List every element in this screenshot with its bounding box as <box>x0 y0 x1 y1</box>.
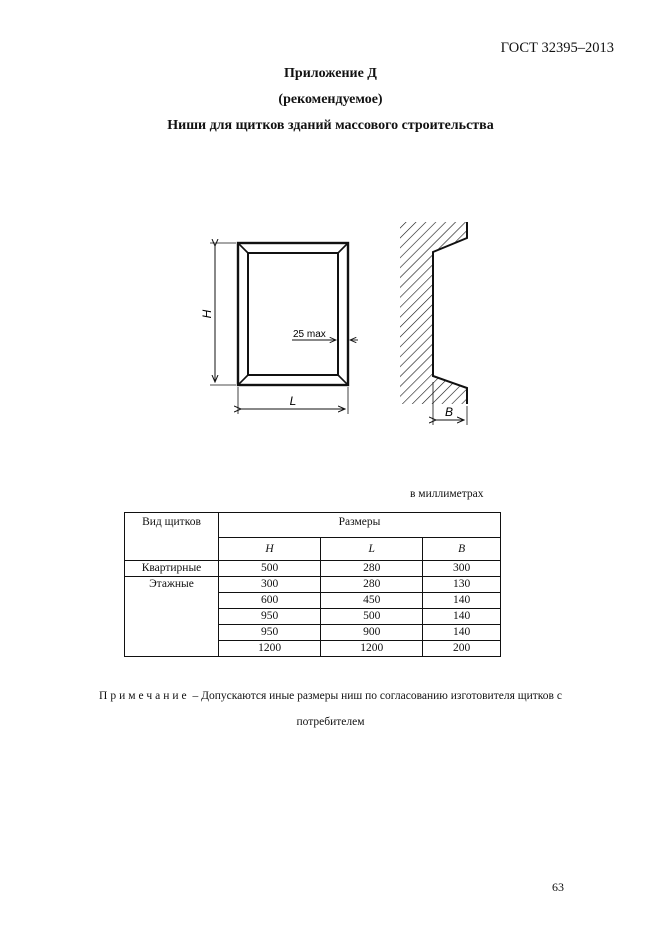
section-view <box>400 222 467 425</box>
col-l: L <box>321 538 423 561</box>
front-view <box>238 243 348 385</box>
cell-b: 140 <box>423 609 501 625</box>
cell-l: 1200 <box>321 641 423 657</box>
cell-h: 950 <box>219 609 321 625</box>
table-row <box>125 577 501 593</box>
cell-l: 450 <box>321 593 423 609</box>
label-b: B <box>444 405 454 419</box>
cell-b: 200 <box>423 641 501 657</box>
table-header-row <box>125 513 501 538</box>
cell-b: 140 <box>423 625 501 641</box>
note-continuation: потребителем <box>296 716 365 728</box>
cell-h: 600 <box>219 593 321 609</box>
cell-b: 300 <box>423 561 501 577</box>
cell-b: 140 <box>423 593 501 609</box>
cell-h: 500 <box>219 561 321 577</box>
niche-figure <box>190 210 490 440</box>
note-text: – Допускаются иные размеры ниш по согласованию изготовителя щитков с <box>189 690 562 702</box>
col-b: B <box>423 538 501 561</box>
kind-cell: Квартирные <box>125 561 219 577</box>
label-gap: 25 max <box>293 329 326 340</box>
dimensions-table <box>124 512 501 657</box>
header-kind: Вид щитков <box>125 513 219 561</box>
dimension-h <box>200 243 236 385</box>
units-note: в миллиметрах <box>410 488 484 500</box>
note-line <box>0 690 661 702</box>
appendix-title: Приложение Д <box>284 66 377 81</box>
kind-cell: Этажные <box>125 577 219 657</box>
cell-b: 130 <box>423 577 501 593</box>
cell-h: 1200 <box>219 641 321 657</box>
label-l: L <box>289 394 297 408</box>
label-h: H <box>200 309 214 319</box>
cell-l: 280 <box>321 577 423 593</box>
note-label: Примечание <box>99 690 190 702</box>
dimension-l <box>238 387 348 414</box>
appendix-name: Ниши для щитков зданий массового строительства <box>167 118 494 133</box>
table-row <box>125 561 501 577</box>
col-h: H <box>219 538 321 561</box>
cell-h: 300 <box>219 577 321 593</box>
page-number: 63 <box>552 880 564 894</box>
standard-code: ГОСТ 32395–2013 <box>500 40 614 56</box>
cell-l: 500 <box>321 609 423 625</box>
cell-h: 950 <box>219 625 321 641</box>
appendix-status: (рекомендуемое) <box>278 92 383 107</box>
header-sizes: Размеры <box>219 513 501 538</box>
cell-l: 900 <box>321 625 423 641</box>
cell-l: 280 <box>321 561 423 577</box>
